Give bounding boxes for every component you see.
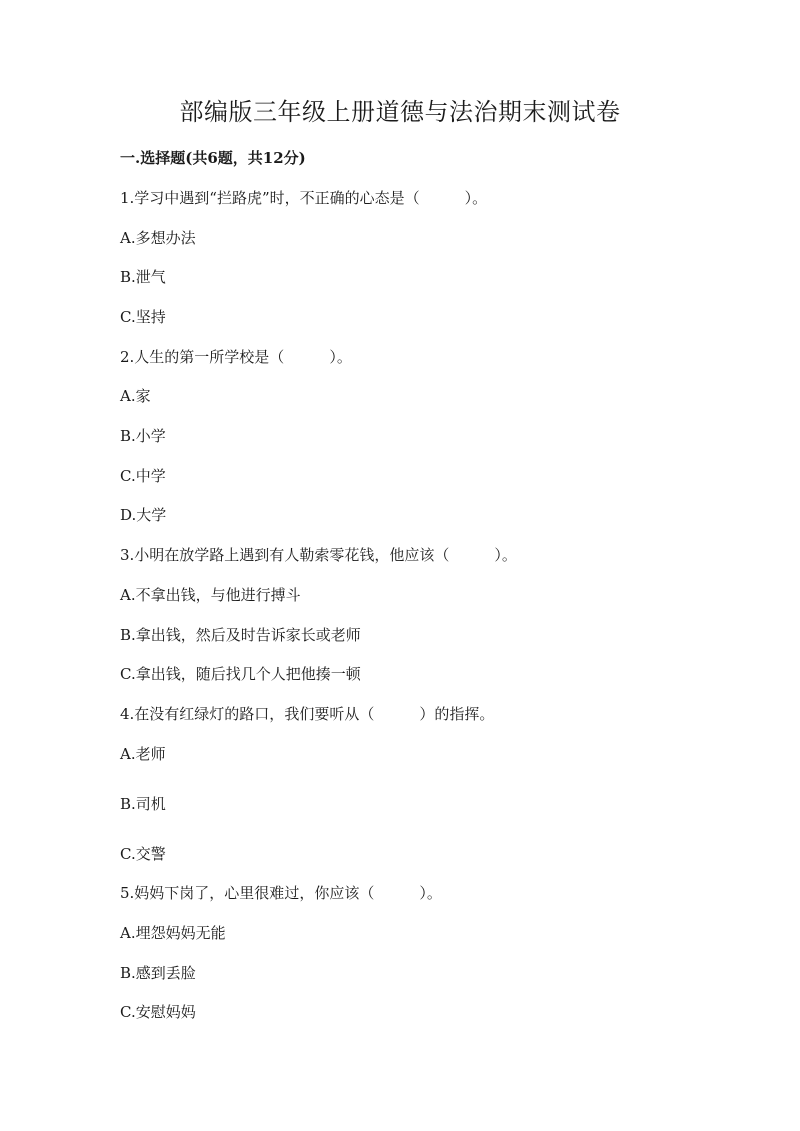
question-5-option-c: C.安慰妈妈 bbox=[120, 1003, 196, 1021]
question-2-option-a: A.家 bbox=[120, 387, 151, 405]
question-4-option-c: C.交警 bbox=[120, 845, 166, 863]
question-3-option-c: C.拿出钱，随后找几个人把他揍一顿 bbox=[120, 665, 361, 683]
question-3-option-a: A.不拿出钱，与他进行搏斗 bbox=[120, 586, 301, 604]
question-1-option-c: C.坚持 bbox=[120, 308, 166, 326]
question-5-option-b: B.感到丢脸 bbox=[120, 964, 196, 982]
question-4-option-a: A.老师 bbox=[120, 745, 166, 763]
question-2-option-b: B.小学 bbox=[120, 427, 166, 445]
question-1-option-b: B.泄气 bbox=[120, 268, 166, 286]
question-4-stem: 4.在没有红绿灯的路口，我们要听从（ ）的指挥。 bbox=[120, 705, 495, 723]
page-title: 部编版三年级上册道德与法治期末测试卷 bbox=[179, 98, 621, 126]
question-5-stem: 5.妈妈下岗了，心里很难过，你应该（ ）。 bbox=[120, 884, 442, 902]
question-2-stem: 2.人生的第一所学校是（ ）。 bbox=[120, 348, 352, 366]
question-4-option-b: B.司机 bbox=[120, 795, 166, 813]
section-heading: 一.选择题(共6题，共12分) bbox=[120, 149, 306, 167]
question-2-option-c: C.中学 bbox=[120, 467, 166, 485]
question-2-option-d: D.大学 bbox=[120, 506, 167, 524]
question-3-stem: 3.小明在放学路上遇到有人勒索零花钱，他应该（ ）。 bbox=[120, 546, 517, 564]
question-5-option-a: A.埋怨妈妈无能 bbox=[120, 924, 226, 942]
question-3-option-b: B.拿出钱，然后及时告诉家长或老师 bbox=[120, 626, 361, 644]
question-1-stem: 1.学习中遇到“拦路虎”时，不正确的心态是（ ）。 bbox=[120, 189, 488, 207]
question-1-option-a: A.多想办法 bbox=[120, 229, 196, 247]
